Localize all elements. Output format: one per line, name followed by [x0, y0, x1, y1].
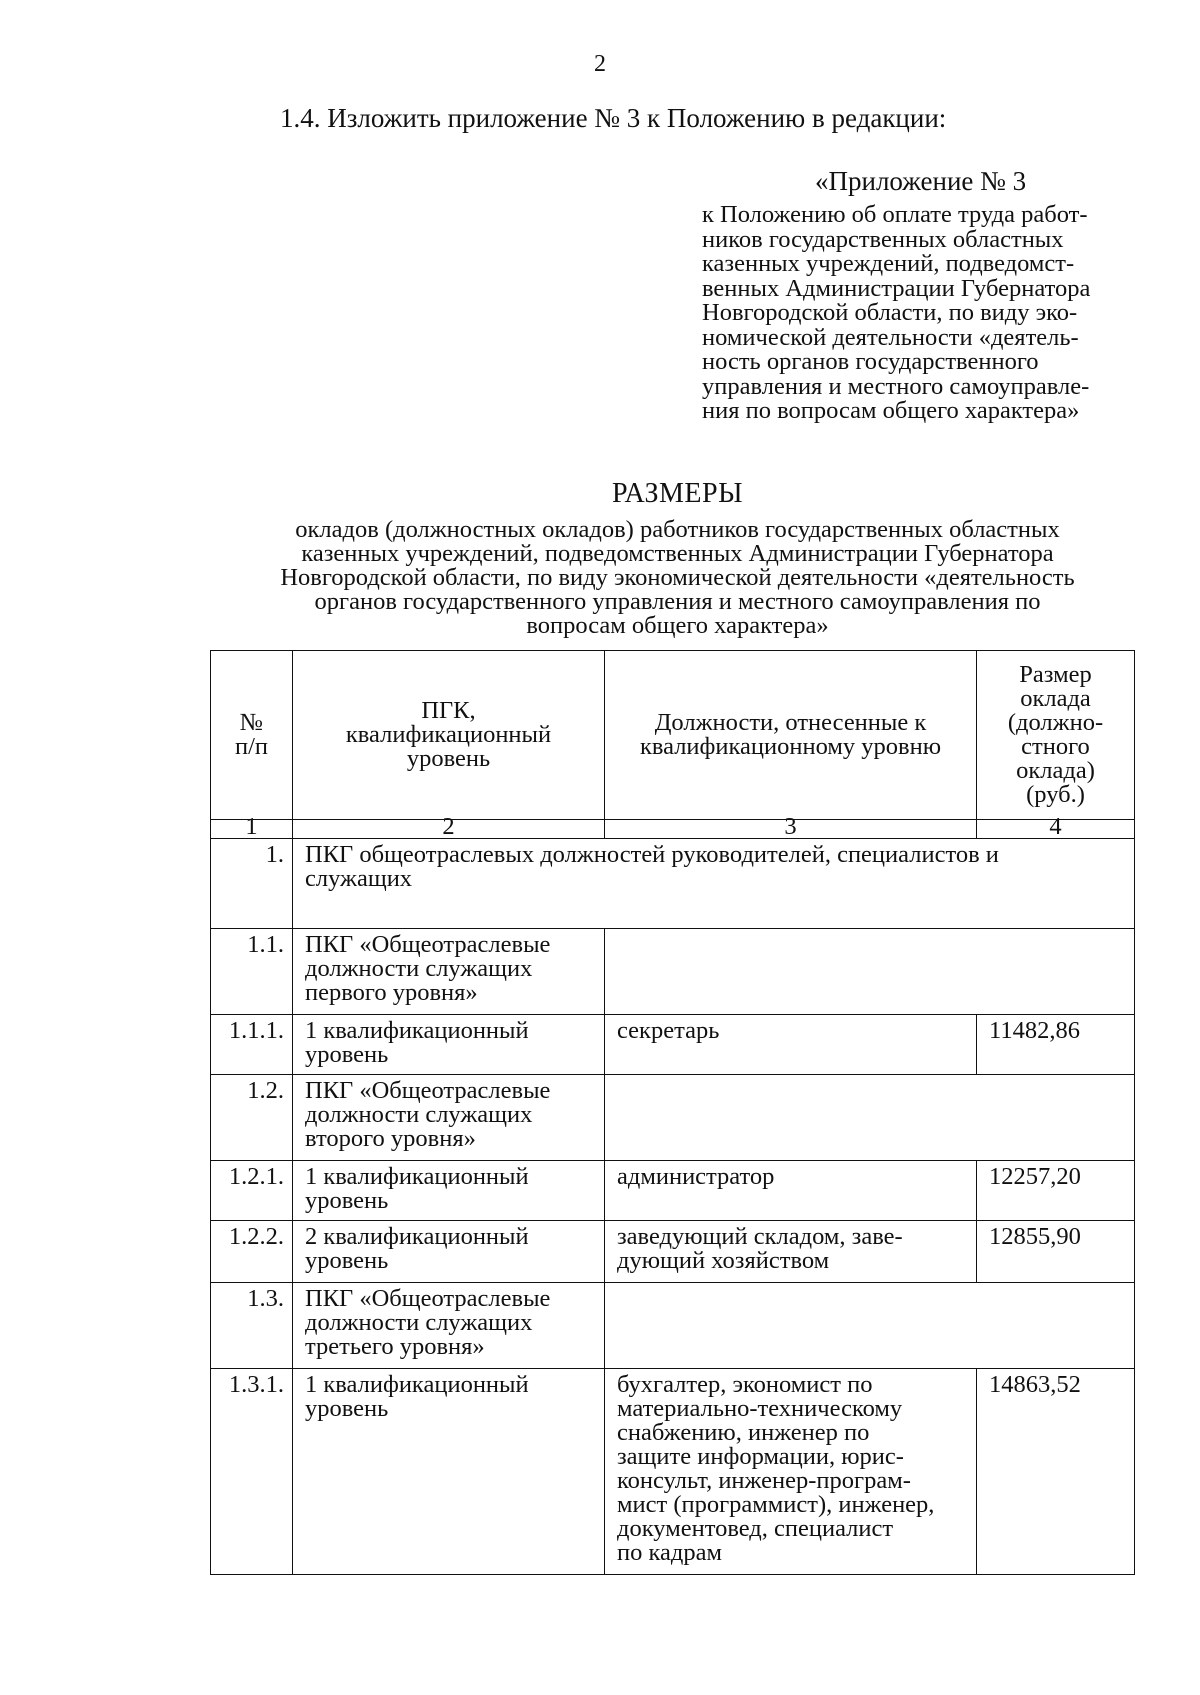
positions [605, 1015, 977, 1075]
level-line: 1 квалификационный [305, 1371, 529, 1398]
intro-paragraph: 1.4. Изложить приложение № 3 к Положению в редакции: [280, 103, 947, 133]
row-number: 1.3.1. [211, 1369, 293, 1575]
header-number [211, 651, 293, 820]
row-number: 1.3. [211, 1283, 293, 1369]
header-text: квалификационный [345, 721, 552, 748]
table-row [211, 1161, 1135, 1221]
index-cell [605, 813, 977, 840]
index-text: 2 [442, 813, 455, 840]
empty-cell [605, 1075, 1135, 1161]
header-text: квалификационному уровню [639, 733, 942, 760]
row-number: 1.2. [211, 1075, 293, 1161]
appendix-line: ния по вопросам общего характера» [702, 397, 1080, 424]
group-line: ПКГ «Общеотраслевые [305, 1285, 551, 1312]
subheading-line: казенных учреждений, подведомственных Администрации Губернатора [301, 540, 1054, 567]
appendix-line: венных Администрации Губернатора [702, 274, 1091, 302]
group-title [293, 1283, 605, 1369]
group-line: должности служащих [305, 955, 533, 982]
row-number: 1.2.2. [211, 1221, 293, 1283]
subheading-line: вопросам общего характера» [526, 612, 829, 639]
table-index-row [211, 820, 1135, 839]
position-line: снабжению, инженер по [617, 1419, 870, 1446]
header-text: стного [1021, 733, 1090, 760]
table-row [211, 1283, 1135, 1369]
index-cell [977, 813, 1135, 840]
positions [605, 1221, 977, 1283]
group-line: ПКГ «Общеотраслевые [305, 931, 551, 958]
group-line: третьего уровня» [305, 1333, 485, 1360]
table-row [211, 1075, 1135, 1161]
header-text: уровень [406, 745, 491, 772]
row-number: 1.1.1. [211, 1015, 293, 1075]
index-text: 4 [1049, 813, 1062, 840]
row-number: 1. [211, 839, 293, 929]
position-line: документовед, специалист [617, 1515, 894, 1542]
header-text: Размер [1019, 661, 1092, 688]
position-line: дующий хозяйством [617, 1247, 830, 1274]
table-row [211, 929, 1135, 1015]
appendix-line: управления и местного самоуправле- [702, 372, 1090, 400]
position-line: консульт, инженер-програм- [617, 1467, 911, 1494]
header-positions [605, 651, 977, 820]
page-number: 2 [594, 51, 606, 77]
empty-cell [605, 1283, 1135, 1369]
subheading-line: Новгородской области, по виду экономической деятельности «деятельность [280, 564, 1075, 591]
group-line: должности служащих [305, 1309, 533, 1336]
table-row [211, 1369, 1135, 1575]
index-cell [211, 813, 293, 840]
group-line: второго уровня» [305, 1125, 476, 1152]
appendix-line: казенных учреждений, подведомст- [702, 250, 1075, 277]
subheading-line: органов государственного управления и местного самоуправления по [314, 588, 1041, 615]
document-heading: РАЗМЕРЫ [611, 478, 744, 509]
header-text: ПГК, [421, 697, 476, 724]
positions [605, 1161, 977, 1221]
table-row [211, 1015, 1135, 1075]
index-text: 3 [784, 813, 797, 840]
group-title [293, 839, 1135, 929]
level-line: уровень [305, 1041, 389, 1068]
level-line: уровень [305, 1247, 389, 1274]
salary-value: 12855,90 [977, 1221, 1135, 1283]
header-text: Должности, отнесенные к [654, 709, 927, 736]
row-number: 1.2.1. [211, 1161, 293, 1221]
position-line: по кадрам [617, 1539, 722, 1566]
position-line: материально-техническому [617, 1395, 903, 1422]
appendix-description [702, 203, 1142, 424]
qualification-level [293, 1221, 605, 1283]
salary-value: 11482,86 [977, 1015, 1135, 1075]
salary-value: 12257,20 [977, 1161, 1135, 1221]
table-row [211, 839, 1135, 929]
salary-value: 14863,52 [977, 1369, 1135, 1575]
level-line: уровень [305, 1187, 389, 1214]
table-header-row [211, 651, 1135, 820]
group-line: должности служащих [305, 1101, 533, 1128]
level-line: 1 квалификационный [305, 1017, 529, 1044]
appendix-line: Новгородской области, по виду эко- [702, 299, 1078, 326]
position-line: мист (программист), инженер, [617, 1491, 935, 1518]
header-salary [977, 651, 1135, 820]
group-title [293, 1075, 605, 1161]
document-subheading [205, 518, 1150, 638]
table-row [211, 1221, 1135, 1283]
qualification-level [293, 1161, 605, 1221]
appendix-line: ность органов государственного [702, 348, 1039, 375]
index-cell [293, 813, 605, 840]
positions [605, 1369, 977, 1575]
subheading-line: окладов (должностных окладов) работников государственных областных [295, 516, 1060, 543]
qualification-level [293, 1015, 605, 1075]
position-line: заведующий складом, заве- [617, 1223, 903, 1250]
appendix-line: к Положению об оплате труда работ- [702, 201, 1088, 228]
header-text: оклада [1020, 685, 1091, 712]
header-text: (руб.) [1026, 781, 1085, 808]
group-title [293, 929, 605, 1015]
header-text: (должно- [1007, 709, 1104, 736]
empty-cell [605, 929, 1135, 1015]
header-text: оклада) [1016, 757, 1095, 784]
row-number: 1.1. [211, 929, 293, 1015]
group-line: ПКГ общеотраслевых должностей руководителей, специалистов и [305, 841, 999, 868]
level-line: уровень [305, 1395, 389, 1422]
salary-table [210, 650, 1135, 1575]
qualification-level [293, 1369, 605, 1575]
header-text: п/п [234, 733, 269, 760]
appendix-title: «Приложение № 3 [815, 166, 1027, 196]
position-line: защите информации, юрис- [617, 1443, 904, 1470]
header-text: № [239, 709, 264, 736]
appendix-line: ников государственных областных [702, 225, 1064, 253]
position-line: бухгалтер, экономист по [617, 1371, 873, 1398]
group-line: служащих [305, 865, 413, 892]
level-line: 1 квалификационный [305, 1163, 529, 1190]
header-qualification-level [293, 651, 605, 820]
level-line: 2 квалификационный [305, 1223, 529, 1250]
appendix-line: номической деятельности «деятель- [702, 323, 1079, 351]
group-line: ПКГ «Общеотраслевые [305, 1077, 551, 1104]
index-text: 1 [245, 813, 258, 840]
group-line: первого уровня» [305, 979, 478, 1006]
position-line: администратор [617, 1163, 775, 1190]
position-line: секретарь [617, 1017, 720, 1044]
